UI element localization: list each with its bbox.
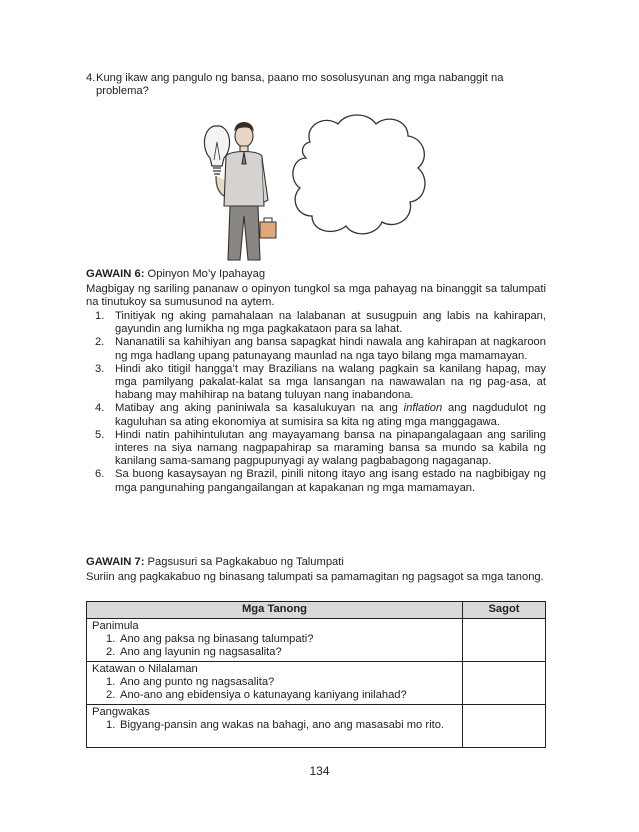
item-text: Matibay ang aking paniniwala sa kasalukuyan na ang: [115, 402, 404, 415]
item-text: Hindi ako titigil hangga’t may Brazilians na walang pagkain sa kanilang hapag, may mga pamilyang pakalat-kalat sa mga lansangan na nawawalan na ng pag-asa, at habang may mahihirap na batang tuluyan nang inabandona.: [115, 362, 546, 402]
item-number: 4.: [95, 402, 105, 415]
gawain-6-label: GAWAIN 6:: [86, 268, 145, 280]
item-number: 2.: [95, 336, 105, 349]
gawain-6-title: Opinyon Mo’y Ipahayag: [147, 268, 266, 280]
gawain-6-list: [86, 310, 546, 495]
list-item: [86, 468, 546, 494]
header-sagot: Sagot: [463, 602, 546, 619]
section-heading: Katawan o Nilalaman: [92, 663, 198, 675]
question-cell: [87, 662, 463, 705]
item-text: Sa buong kasaysayan ng Brazil, pinili nitong itayo ang isang estado na nagbibigay ng mga pangunahing pangangailangan at kapakanan ng mga mamamayan.: [115, 468, 546, 494]
item-text: Tinitiyak ng aking pamahalaan na lalabanan at susugpuin ang labis na kahirapan, gayundin ang lumikha ng mga pagkakataon para sa lahat.: [115, 310, 546, 336]
table-row: [87, 705, 546, 748]
answer-cell[interactable]: [463, 619, 546, 662]
list-item: [86, 310, 546, 336]
question-number: 1.: [106, 719, 116, 732]
question-4-number: 4.: [86, 72, 96, 84]
gawain-7-heading: [86, 556, 546, 569]
page-number: 134: [309, 764, 330, 778]
table-row: [87, 619, 546, 662]
list-item: [86, 363, 546, 403]
question-number: 2.: [106, 646, 116, 659]
question-text: Ano ang paksa ng binasang talumpati?: [120, 633, 314, 646]
item-number: 1.: [95, 310, 105, 322]
questions-table: [86, 601, 546, 748]
question-4: [86, 72, 536, 98]
question-text: Ano ang punto ng nagsasalita?: [120, 676, 275, 689]
header-mga-tanong: Mga Tanong: [87, 602, 463, 619]
item-text: Hindi natin pahihintulutan ang mayayamang bansa na pinapangalagaan ang sariling interes na siya namang nagpapahirap sa maraming bansa sa mundo sa kabila ng kanilang sama-samang pagpupunyagi ay walang pagbabagong nagaganap.: [115, 428, 546, 468]
briefcase-icon: [260, 218, 276, 238]
answer-cell[interactable]: [463, 662, 546, 705]
list-item: [86, 429, 546, 469]
question-number: 2.: [106, 689, 116, 702]
question-text: Bigyang-pansin ang wakas na bahagi, ano ang masasabi mo rito.: [120, 719, 445, 732]
gawain-6-instructions: Magbigay ng sariling pananaw o opinyon tungkol sa mga pahayag na binanggit sa talumpati na tinutukoy sa sumusunod na aytem.: [86, 283, 546, 309]
gawain-7-label: GAWAIN 7:: [86, 556, 145, 568]
item-number: 6.: [95, 468, 105, 481]
section-heading: Panimula: [92, 620, 139, 632]
item-emphasis: inflation: [403, 402, 443, 415]
illustration-man-with-lightbulb-and-thought-cloud: [200, 112, 440, 264]
question-text: Ano-ano ang ebidensiya o katunayang kaniyang inilahad?: [120, 689, 407, 702]
list-item: [86, 402, 546, 428]
table-header-row: [87, 602, 546, 619]
item-text: Nananatili sa kahihiyan ang bansa sapagkat hindi nawala ang kahirapan at nagkaroon ng mga hadlang upang patunayang maunlad na nga tayo bilang mga mamamayan.: [115, 336, 546, 362]
question-number: 1.: [106, 676, 116, 689]
man-figure: [224, 123, 268, 261]
gawain-7-title: Pagsusuri sa Pagkakabuo ng Talumpati: [147, 556, 344, 568]
section-heading: Pangwakas: [92, 706, 150, 718]
table-row: [87, 662, 546, 705]
question-4-text: Kung ikaw ang pangulo ng bansa, paano mo sosolusyunan ang mga nabanggit na problema?: [96, 72, 504, 98]
gawain-6-heading: [86, 268, 546, 281]
question-number: 1.: [106, 633, 116, 646]
list-item: [86, 336, 546, 362]
item-number: 3.: [95, 362, 105, 375]
item-number: 5.: [95, 428, 105, 441]
thought-cloud: [293, 115, 425, 234]
question-text: Ano ang layunin ng nagsasalita?: [120, 646, 282, 659]
answer-cell[interactable]: [463, 705, 546, 748]
item-text: ang nagdudulot ng kaguluhan sa ating ekonomiya at sumisira sa kita ng ating mga manggagawa.: [115, 402, 546, 428]
question-cell: [87, 705, 463, 748]
question-cell: [87, 619, 463, 662]
gawain-7-instructions: Suriin ang pagkakabuo ng binasang talumpati sa pamamagitan ng pagsagot sa mga tanong.: [86, 571, 544, 583]
